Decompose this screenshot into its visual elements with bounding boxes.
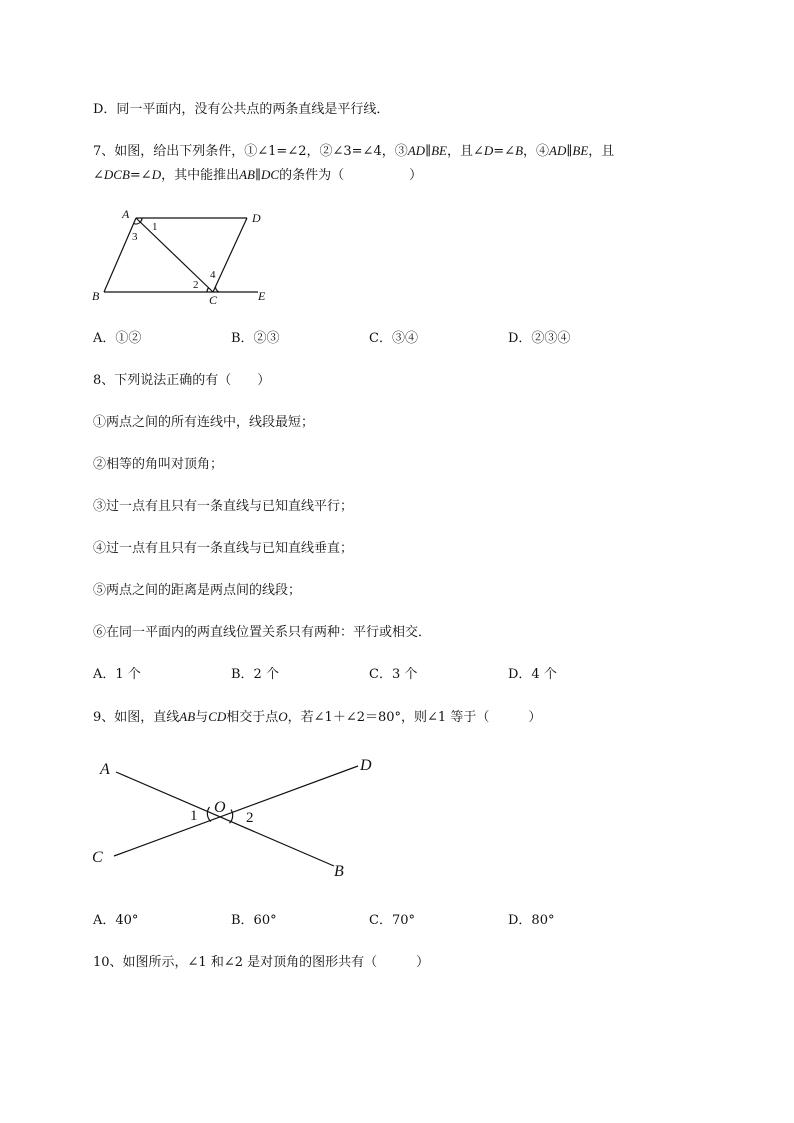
q7-text: ，且 [588,144,615,159]
q7-text: ，且∠ [446,144,484,159]
q9-line-ab [116,772,334,866]
q9-text: 相交于点 [226,710,279,725]
q7-label-a: A [122,207,130,221]
q7-var: AD [549,143,567,158]
q9-stem [93,708,541,727]
q7-label-e: E [258,289,266,303]
q7-stem-line1 [93,142,614,161]
q7-var: B [515,143,524,158]
q7-var: DC [261,167,280,182]
q9-option-b: B．60° [231,913,277,928]
q7-var: AB [239,167,255,182]
q7-line-dc [213,218,247,292]
q9-var: AB [179,709,196,724]
q9-option-d: D．80° [508,913,555,928]
q7-text: 7、如图，给出下列条件，①∠1=∠2，②∠3=∠4，③ [93,144,408,159]
q9-line-cd [114,766,358,856]
q7-var: AD [407,143,426,158]
q7-text: ，其中能推出 [161,168,240,183]
q7-text: ∥ [566,144,573,159]
q7-option-d: D．②③④ [508,331,571,346]
q7-option-b: B．②③ [231,331,280,346]
q7-text: 的条件为（ ） [279,168,423,183]
q8-stem: 8、下列说法正确的有（ ） [93,373,271,388]
q7-text: =∠ [493,144,516,159]
q7-line-ac [136,218,213,292]
q7-angle-1-arc [140,218,142,222]
q9-label-1: 1 [190,808,198,824]
q7-text: =∠ [129,168,152,183]
q7-label-2: 2 [193,279,199,291]
q7-label-3: 3 [132,231,138,243]
q7-var: DCB [103,167,130,182]
q8-statement-3: ③过一点有且只有一条直线与已知直线平行； [93,499,354,514]
q8-option-d: D．4 个 [508,667,557,682]
q9-label-b: B [334,863,344,880]
q9-label-o: O [214,799,226,816]
q7-label-4: 4 [210,269,216,281]
q7-line-ab [104,218,136,292]
q9-text: ，若∠1＋∠2＝80°，则∠1 等于（ ） [287,710,542,725]
q8-statement-4: ④过一点有且只有一条直线与已知直线垂直； [93,541,354,556]
q9-angle-1-arc [207,807,211,822]
q7-var: D [483,143,494,158]
q8-statement-1: ①两点之间的所有连线中，线段最短； [93,415,315,430]
q8-statement-6: ⑥在同一平面内的两直线位置关系只有两种：平行或相交． [93,625,432,640]
q9-text: 与 [195,710,209,725]
q7-angle-4-arc [215,287,219,293]
q7-label-d: D [252,211,261,225]
q9-label-a: A [100,761,110,778]
q8-option-c: C．3 个 [369,667,418,682]
q7-label-b: B [92,289,100,303]
q9-intersecting-lines-figure [86,752,376,884]
q9-label-d: D [360,757,372,774]
q9-option-a: A．40° [93,913,139,928]
q9-var: O [278,709,288,724]
q7-option-c: C．③④ [369,331,418,346]
q7-text: ∥ [255,168,262,183]
q8-statement-5: ⑤两点之间的距离是两点间的线段； [93,583,302,598]
q7-var: D [151,167,162,182]
q7-parallelogram-figure [88,204,278,308]
q10-stem: 10、如图所示，∠1 和∠2 是对顶角的图形共有（ ） [93,955,430,970]
q7-var: BE [572,143,589,158]
q8-option-a: A．1 个 [93,667,141,682]
q7-stem-line2 [93,166,422,185]
q9-option-c: C．70° [369,913,415,928]
q9-label-2: 2 [246,810,254,826]
q7-angle-2-arc [207,288,209,292]
q8-statement-2: ②相等的角叫对顶角； [93,457,224,472]
q7-text: ，④ [523,144,550,159]
q7-label-1: 1 [152,221,158,233]
q6-option-d: D．同一平面内，没有公共点的两条直线是平行线． [93,102,390,117]
q9-var: CD [208,709,227,724]
q8-option-b: B．2 个 [231,667,279,682]
q7-var: BE [431,143,447,158]
q9-text: 9、如图，直线 [93,710,180,725]
q9-label-c: C [92,849,103,866]
q7-option-a: A．①② [93,331,142,346]
q7-text: ∥ [425,144,432,159]
q7-text: ∠ [93,168,104,183]
q7-label-c: C [209,293,218,307]
